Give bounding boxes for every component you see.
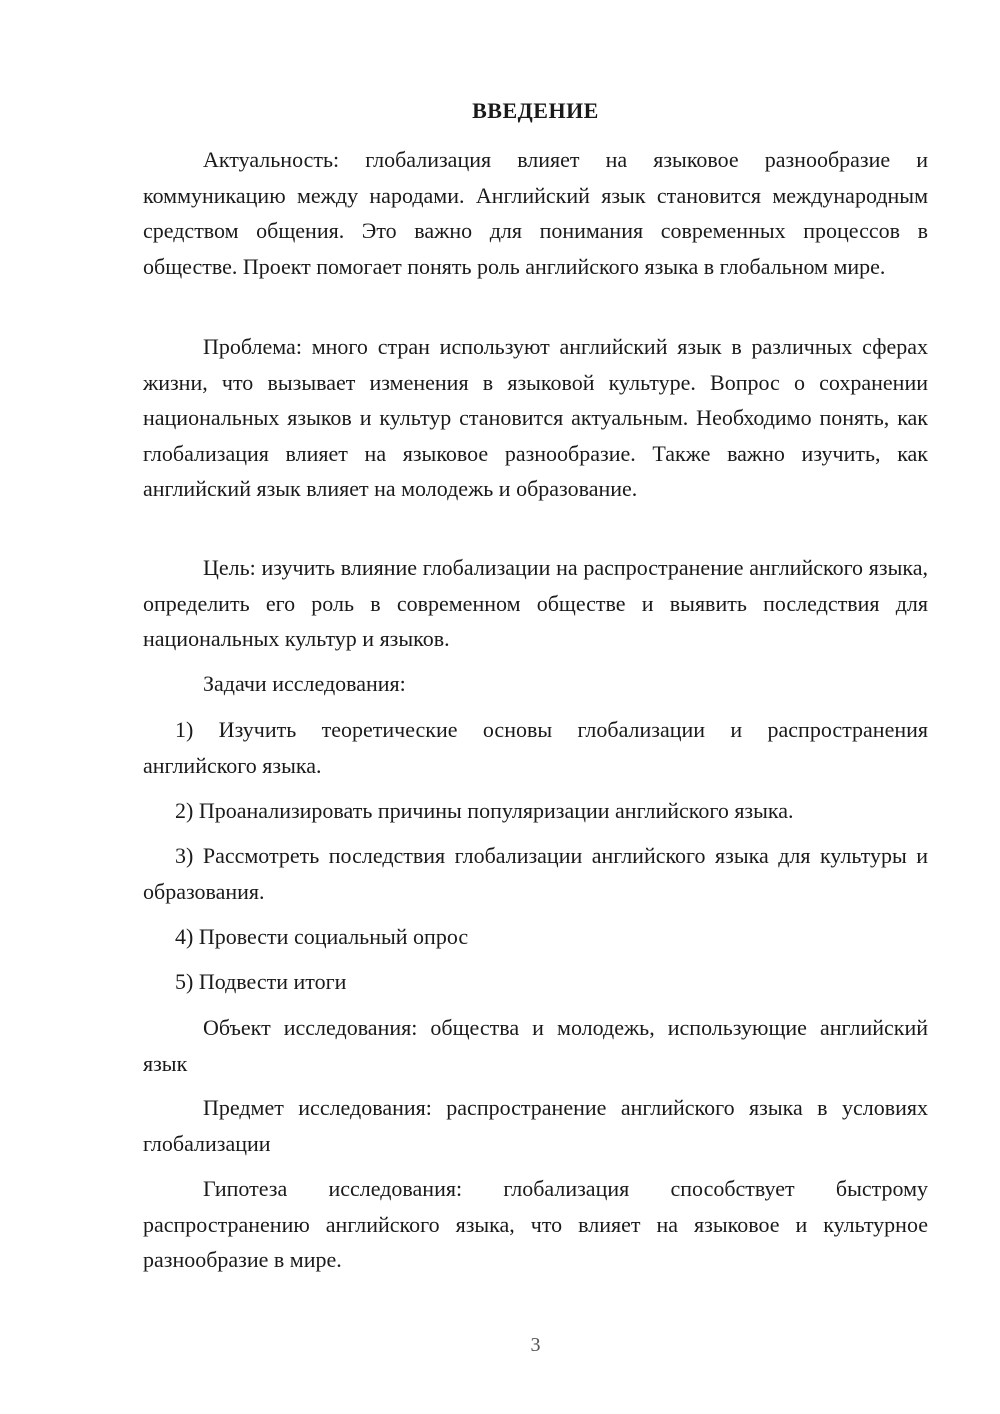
section-title: ВВЕДЕНИЕ [472, 98, 599, 123]
task-item-3: 3) Рассмотреть последствия глобализации английского языка для культуры и образования. [143, 843, 928, 904]
paragraph-tasks-heading: Задачи исследования: [203, 671, 406, 696]
paragraph-problem: Проблема: много стран используют английский язык в различных сферах жизни, что вызывает изменения в языковой культуре. Вопрос о сохранении национальных языков и культур становится актуальным. Необходимо понять, как глобализация влияет на языковое разнообразие. Также важно изучить, как английский язык влияет на молодежь и образование. [143, 334, 928, 501]
task-item-4: 4) Провести социальный опрос [175, 924, 469, 949]
paragraph-relevance: Актуальность: глобализация влияет на языковое разнообразие и коммуникацию между народами. Английский язык становится международным средством общения. Это важно для понимания современных процессов в обществе. Проект помогает понять роль английского языка в глобальном мире. [143, 147, 928, 279]
paragraph-object: Объект исследования: общества и молодежь, использующие английский язык [143, 1015, 928, 1076]
task-item-5: 5) Подвести итоги [175, 969, 347, 994]
page-number: 3 [530, 1334, 541, 1356]
paragraph-subject: Предмет исследования: распространение английского языка в условиях глобализации [143, 1095, 928, 1156]
paragraph-hypothesis: Гипотеза исследования: глобализация способствует быстрому распространению английского языка, что влияет на языковое и культурное разнообразие в мире. [143, 1176, 928, 1272]
document-page [143, 0, 928, 1414]
task-item-2: 2) Проанализировать причины популяризации английского языка. [175, 798, 794, 823]
paragraph-goal: Цель: изучить влияние глобализации на распространение английского языка, определить его роль в современном обществе и выявить последствия для национальных культур и языков. [143, 555, 928, 651]
task-item-1: 1) Изучить теоретические основы глобализации и распространения английского языка. [143, 717, 928, 778]
